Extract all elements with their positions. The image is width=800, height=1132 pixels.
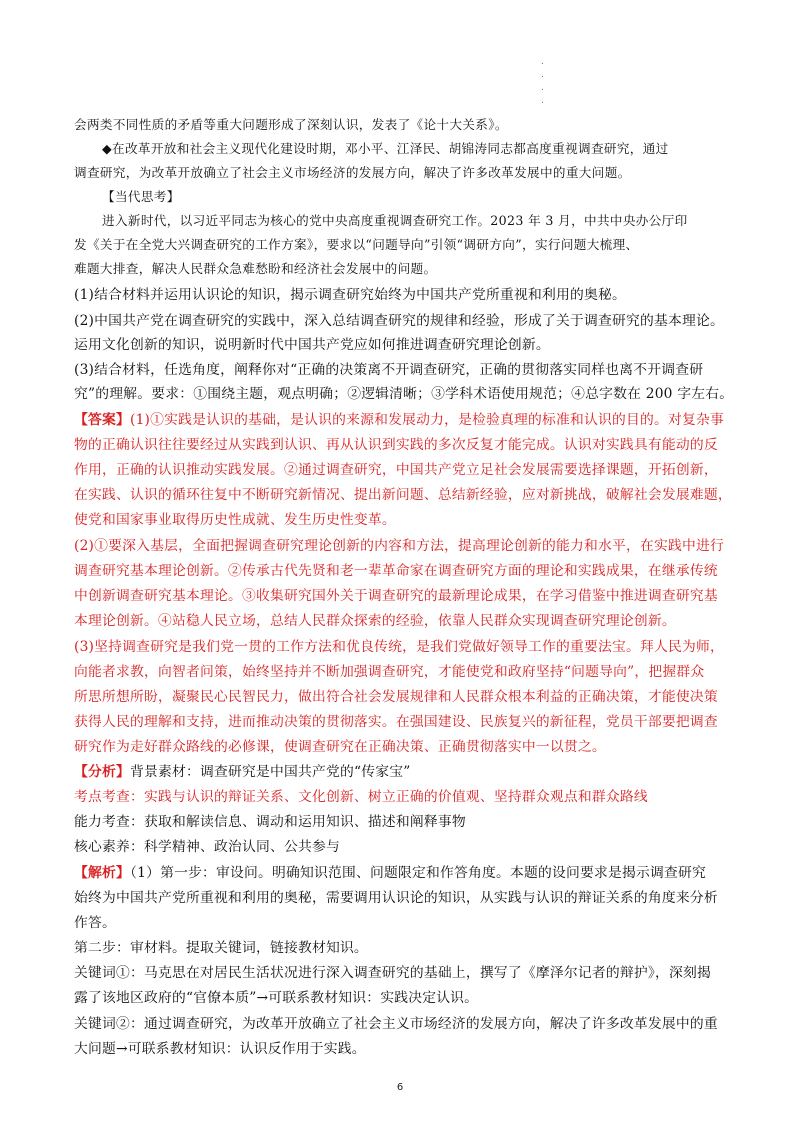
question-1: (1)结合材料并运用认识论的知识，揭示调查研究始终为中国共产党所重视和利用的奥秘。: [74, 287, 627, 303]
explain-line: 始终为中国共产党所重视和利用的奥秘，需要调用认识论的知识，从实践与认识的辩证关系的角度来分析: [74, 890, 718, 906]
answer-line: (2)①要深入基层，全面把握调查研究理论创新的内容和方法，提高理论创新的能力和水平，在实践中进行: [74, 538, 724, 554]
answer-line: 研究作为走好群众路线的必修课，使调查研究在正确决策、正确贯彻落实中一以贯之。: [74, 739, 606, 755]
text-line: ◆在改革开放和社会主义现代化建设时期，邓小平、江泽民、胡锦涛同志都高度重视调查研究，通过: [102, 141, 669, 156]
analysis-line: 核心素养：科学精神、政治认同、公共参与: [74, 839, 340, 855]
answer-line: 向能者求教，向智者问策，始终坚持并不断加强调查研究，才能使党和政府坚持“问题导向”，把握群众: [74, 664, 705, 680]
text-line: 发《关于在全党大兴调查研究的工作方案》，要求以“问题导向”引领“调研方向”，实行问题大梳理、: [74, 237, 639, 252]
page-number: 6: [396, 1082, 404, 1093]
explain-line: 露了该地区政府的“官僚本质”→可联系教材知识：实践决定认识。: [74, 990, 479, 1006]
explain-line: 关键词②：通过调查研究，为改革开放确立了社会主义市场经济的发展方向，解决了许多改革发展中的重: [74, 1016, 718, 1032]
answer-line: 中创新调查研究基本理论。③收集研究国外关于调查研究的最新理论成果，在学习借鉴中推进调查研究基: [74, 588, 718, 604]
answer-line: 物的正确认识往往要经过从实践到认识、再从认识到实践的多次反复才能完成。认识对实践具有能动的反: [74, 437, 718, 453]
text-line: 难题大排查，解决人民群众急难愁盼和经济社会发展中的问题。: [74, 261, 437, 276]
analysis-line: 能力考查：获取和解读信息、调动和运用知识、描述和阐释事物: [74, 814, 466, 830]
analysis-line: 【分析】背景素材：调查研究是中国共产党的“传家宝”: [74, 764, 411, 780]
text-line: 调查研究，为改革开放确立了社会主义市场经济的发展方向，解决了许多改革发展中的重大问题。: [74, 165, 631, 180]
question-2: (2)中国共产党在调查研究的实践中，深入总结调查研究的规律和经验，形成了关于调查研究的基本理论。: [74, 313, 724, 329]
analysis-tag: 【分析】: [74, 764, 130, 780]
answer-line: 本理论创新。④站稳人民立场，总结人民群众探索的经验，依靠人民群众实现调查研究理论创新。: [74, 613, 676, 629]
text-line: 运用文化创新的知识，说明新时代中国共产党应如何推进调查研究理论创新。: [74, 337, 550, 353]
explain-line: 作答。: [74, 915, 116, 931]
text-line: 会两类不同性质的矛盾等重大问题形成了深刻认识，发表了《论十大关系》。: [74, 117, 508, 132]
explain-line: 关键词①：马克思在对居民生活状况进行深入调查研究的基础上，撰写了《摩泽尔记者的辩护》，深刻揭: [74, 965, 711, 981]
answer-line: 作用，正确的认识推动实践发展。②通过调查研究，中国共产党立足社会发展需要选择课题，开拓创新，: [74, 462, 718, 478]
answer-line: 调查研究基本理论创新。②传承古代先贤和老一辈革命家在调查研究方面的理论和实践成果，在继承传统: [74, 563, 718, 579]
explain-line: 第二步：审材料。提取关键词，链接教材知识。: [74, 940, 368, 956]
text-line: 进入新时代，以习近平同志为核心的党中央高度重视调查研究工作。2023 年 3 月，中共中央办公厅印: [102, 213, 688, 228]
explain-line: 大问题→可联系教材知识：认识反作用于实践。: [74, 1041, 366, 1057]
answer-line: (3)坚持调查研究是我们党一贯的工作方法和优良传统，是我们党做好领导工作的重要法宝。拜人民为师，: [74, 639, 724, 655]
answer-line: 所思所想所盼，凝聚民心民智民力，做出符合社会发展规律和人民群众根本利益的正确决策，才能使决策: [74, 689, 718, 705]
explain-tag: 【解析】: [74, 865, 130, 881]
answer-line: 在实践、认识的循环往复中不断研究新情况、提出新问题、总结新经验，应对新挑战，破解社会发展难题，: [74, 487, 732, 503]
analysis-line: 考点考查：实践与认识的辩证关系、文化创新、树立正确的价值观、坚持群众观点和群众路线: [74, 789, 648, 805]
answer-line: 【答案】(1)①实践是认识的基础，是认识的来源和发展动力，是检验真理的标准和认识的目的。对复杂事: [74, 412, 725, 428]
text-line: 究”的理解。要求：①围绕主题，观点明确；②逻辑清晰；③学科术语使用规范；④总字数在 200 字左右。: [74, 386, 734, 402]
answer-line: 获得人民的理解和支持，进而推动决策的贯彻落实。在强国建设、民族复兴的新征程，党员干部要把调查: [74, 714, 718, 730]
answer-tag: 【答案】: [74, 412, 130, 428]
decorative-dots: . . . .: [541, 57, 544, 106]
answer-line: 使党和国家事业取得历史性成就、发生历史性变革。: [74, 512, 396, 528]
question-3: (3)结合材料，任选角度，阐释你对“正确的决策离不开调查研究，正确的贯彻落实同样也离不开调查研: [74, 362, 704, 378]
explain-line: 【解析】（1）第一步：审设问。明确知识范围、问题限定和作答角度。本题的设问要求是揭示调查研究: [74, 865, 706, 881]
section-heading: 【当代思考】: [102, 189, 180, 204]
